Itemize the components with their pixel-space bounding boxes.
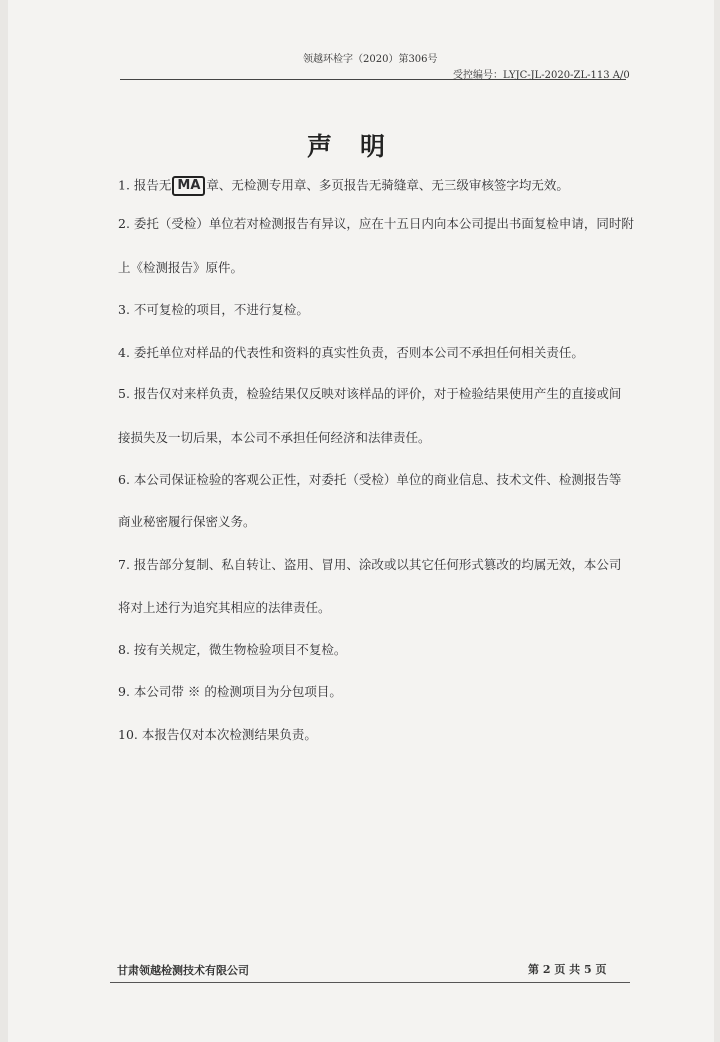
statement-item-2-line-2: 上《检测报告》原件。 — [118, 260, 244, 275]
footer-page-number: 第 2 页 共 5 页 — [528, 963, 607, 976]
page-title: 声明 — [306, 132, 413, 161]
statement-item-6-line-2: 商业秘密履行保密义务。 — [118, 514, 256, 529]
header-divider — [120, 79, 626, 80]
statement-item-3: 3. 不可复检的项目，不进行复检。 — [118, 302, 309, 317]
statement-item-5-line-2: 接损失及一切后果，本公司不承担任何经济和法律责任。 — [118, 430, 431, 445]
statement-item-7-line-2: 将对上述行为追究其相应的法律责任。 — [118, 600, 331, 615]
statement-item-4: 4. 委托单位对样品的代表性和资料的真实性负责，否则本公司不承担任何相关责任。 — [118, 345, 584, 360]
statement-item-2-line-1: 2. 委托（受检）单位若对检测报告有异议，应在十五日内向本公司提出书面复检申请，同时附 — [118, 216, 634, 231]
ma-stamp-icon: MA — [172, 176, 205, 196]
control-number: 受控编号：LYJC-JL-2020-ZL-113 A/0 — [453, 70, 630, 81]
report-reference: 领越环检字（2020）第306号 — [303, 54, 438, 65]
statement-item-9: 9. 本公司带 ※ 的检测项目为分包项目。 — [118, 684, 342, 699]
statement-item-8: 8. 按有关规定，微生物检验项目不复检。 — [118, 642, 347, 657]
statement-item-5-line-1: 5. 报告仅对来样负责，检验结果仅反映对该样品的评价，对于检验结果使用产生的直接或间 — [118, 386, 622, 401]
footer-company: 甘肃领越检测技术有限公司 — [117, 964, 249, 977]
statement-1-suffix: 章、无检测专用章、多页报告无骑缝章、无三级审核签字均无效。 — [206, 177, 569, 193]
statement-item-6-line-1: 6. 本公司保证检验的客观公正性，对委托（受检）单位的商业信息、技术文件、检测报告等 — [118, 472, 622, 487]
statement-item-10: 10. 本报告仅对本次检测结果负责。 — [118, 727, 317, 742]
footer-divider — [110, 982, 630, 983]
statement-1-prefix: 1. 报告无 — [118, 177, 172, 193]
statement-item-7-line-1: 7. 报告部分复制、私自转让、盗用、冒用、涂改或以其它任何形式篡改的均属无效，本公司 — [118, 557, 622, 572]
statement-item-1 — [118, 176, 569, 196]
